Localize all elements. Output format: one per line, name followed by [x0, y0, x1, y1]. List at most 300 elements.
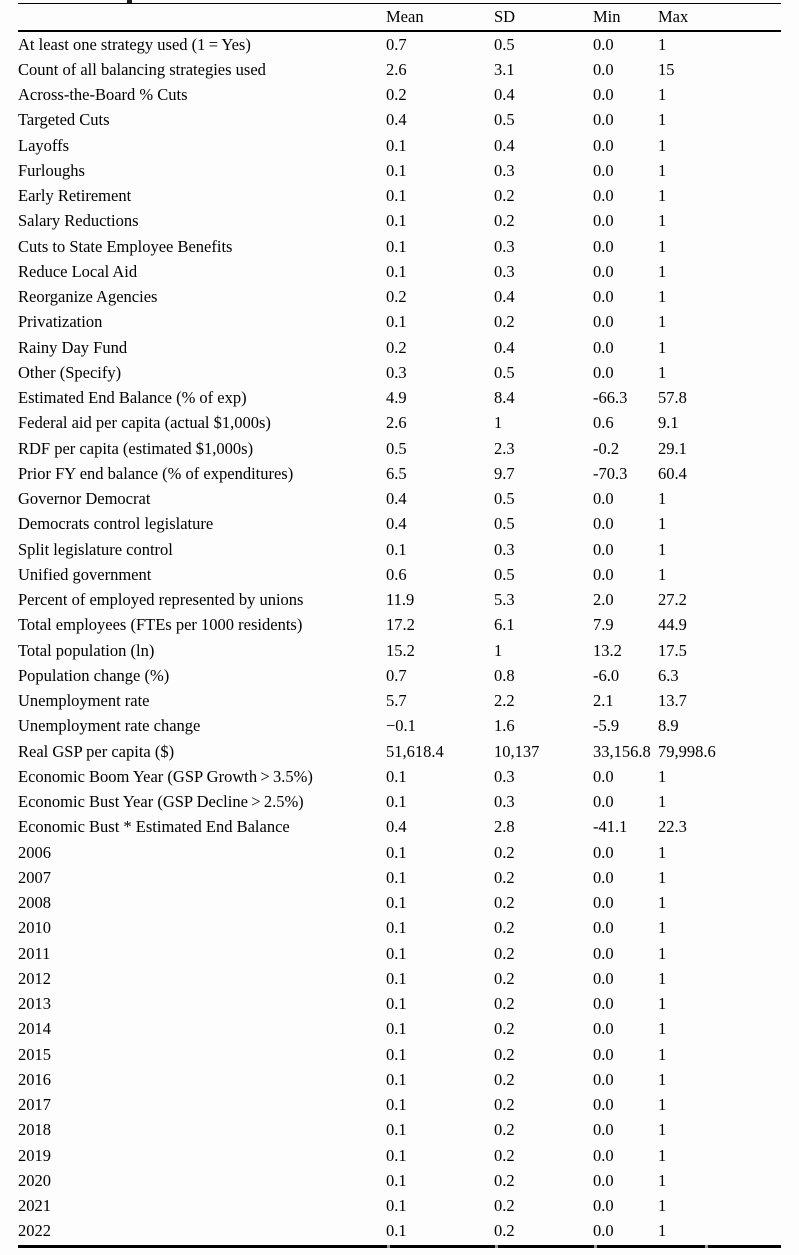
table-row: [18, 108, 781, 133]
cell-mean: 0.4: [386, 489, 407, 509]
cell-mean: 0.1: [386, 539, 407, 559]
cell-max: 1: [658, 1145, 667, 1165]
cell-max: 1: [658, 514, 667, 534]
cell-max: 1: [658, 842, 667, 862]
cell-variable: Salary Reductions: [18, 211, 139, 231]
cell-min: -5.9: [593, 716, 620, 736]
table-row: [18, 234, 781, 259]
cell-max: 1: [658, 994, 667, 1014]
cell-mean: 0.2: [386, 287, 407, 307]
cell-max: 1: [658, 867, 667, 887]
cell-mean: 0.1: [386, 1095, 407, 1115]
cell-sd: 0.2: [494, 1019, 515, 1039]
cell-sd: 0.3: [494, 236, 515, 256]
cell-min: 0.0: [593, 211, 614, 231]
cell-mean: 0.1: [386, 135, 407, 155]
cell-sd: 0.2: [494, 1120, 515, 1140]
cell-min: 0.0: [593, 186, 614, 206]
cell-mean: 0.1: [386, 261, 407, 281]
cell-variable: RDF per capita (estimated $1,000s): [18, 438, 254, 458]
summary-statistics-table: [18, 3, 781, 1244]
table-row: [18, 790, 781, 815]
cell-variable: Split legislature control: [18, 539, 173, 559]
cell-max: 1: [658, 186, 667, 206]
table-row: [18, 1219, 781, 1244]
cell-mean: 51,618.4: [386, 741, 444, 761]
cell-sd: 8.4: [494, 388, 515, 408]
cell-min: 0.0: [593, 867, 614, 887]
cell-mean: 17.2: [386, 615, 415, 635]
cell-mean: 0.1: [386, 312, 407, 332]
table-row: [18, 714, 781, 739]
cell-max: 1: [658, 1170, 667, 1190]
table-row: [18, 386, 781, 411]
table-row: [18, 815, 781, 840]
rule-notch: [495, 1245, 498, 1248]
cell-sd: 0.2: [494, 893, 515, 913]
cell-max: 1: [658, 287, 667, 307]
cell-mean: 0.1: [386, 211, 407, 231]
cell-max: 1: [658, 312, 667, 332]
cell-variable: Total population (ln): [18, 640, 155, 660]
cell-min: 0.0: [593, 766, 614, 786]
cell-sd: 9.7: [494, 463, 515, 483]
cell-mean: 0.1: [386, 236, 407, 256]
cell-sd: 0.2: [494, 1069, 515, 1089]
cell-mean: 2.6: [386, 413, 407, 433]
col-header-max: Max: [658, 4, 781, 32]
cell-min: -70.3: [593, 463, 628, 483]
cell-variable: Targeted Cuts: [18, 110, 110, 130]
col-header-min: Min: [593, 4, 658, 32]
cell-mean: 0.1: [386, 943, 407, 963]
cell-min: -41.1: [593, 817, 628, 837]
cell-variable: 2010: [18, 918, 51, 938]
cell-sd: 0.2: [494, 1221, 515, 1241]
table-body: [18, 31, 781, 1244]
cell-max: 1: [658, 792, 667, 812]
cell-sd: 6.1: [494, 615, 515, 635]
cell-min: 0.0: [593, 893, 614, 913]
table-row: [18, 487, 781, 512]
cell-max: 8.9: [658, 716, 679, 736]
cell-max: 1: [658, 893, 667, 913]
cell-variable: Count of all balancing strategies used: [18, 59, 266, 79]
cell-sd: 0.5: [494, 514, 515, 534]
cell-mean: 0.5: [386, 438, 407, 458]
cell-mean: 0.1: [386, 1196, 407, 1216]
cell-mean: 0.1: [386, 1170, 407, 1190]
cell-mean: 2.6: [386, 59, 407, 79]
cell-mean: 6.5: [386, 463, 407, 483]
cell-max: 1: [658, 564, 667, 584]
cell-sd: 0.3: [494, 792, 515, 812]
cell-max: 1: [658, 968, 667, 988]
cell-sd: 0.2: [494, 312, 515, 332]
cell-max: 1: [658, 1120, 667, 1140]
table-row: [18, 31, 781, 57]
col-header-sd: SD: [494, 4, 593, 32]
cell-max: 27.2: [658, 590, 687, 610]
table-row: [18, 941, 781, 966]
cell-sd: 0.2: [494, 994, 515, 1014]
cell-sd: 3.1: [494, 59, 515, 79]
cell-variable: Unemployment rate: [18, 691, 150, 711]
cell-sd: 10,137: [494, 741, 540, 761]
cell-sd: 0.2: [494, 1095, 515, 1115]
cell-max: 57.8: [658, 388, 687, 408]
cell-min: 0.0: [593, 1044, 614, 1064]
cell-sd: 0.5: [494, 362, 515, 382]
cell-mean: 0.1: [386, 893, 407, 913]
cell-variable: Unemployment rate change: [18, 716, 201, 736]
cell-variable: 2016: [18, 1069, 51, 1089]
cell-mean: 15.2: [386, 640, 415, 660]
cell-min: 0.0: [593, 236, 614, 256]
cell-variable: Economic Bust * Estimated End Balance: [18, 817, 290, 837]
table-row: [18, 764, 781, 789]
cell-max: 1: [658, 110, 667, 130]
cell-sd: 1: [494, 413, 503, 433]
cell-variable: Prior FY end balance (% of expenditures): [18, 463, 294, 483]
cell-sd: 0.2: [494, 1196, 515, 1216]
table-row: [18, 285, 781, 310]
cell-max: 1: [658, 489, 667, 509]
cell-max: 1: [658, 1196, 667, 1216]
cell-max: 6.3: [658, 665, 679, 685]
cell-max: 1: [658, 160, 667, 180]
cell-mean: 0.7: [386, 34, 407, 54]
cell-sd: 0.3: [494, 160, 515, 180]
cell-sd: 0.2: [494, 211, 515, 231]
cell-min: 0.0: [593, 514, 614, 534]
table-bottom-rule: [18, 1245, 781, 1248]
table-row: [18, 689, 781, 714]
cell-variable: 2019: [18, 1145, 51, 1165]
table-row: [18, 638, 781, 663]
table-row: [18, 184, 781, 209]
cell-max: 1: [658, 539, 667, 559]
cell-min: 0.0: [593, 1069, 614, 1089]
cell-min: 0.0: [593, 110, 614, 130]
cell-variable: 2011: [18, 943, 51, 963]
cell-mean: 5.7: [386, 691, 407, 711]
cell-max: 15: [658, 59, 675, 79]
table-row: [18, 436, 781, 461]
cell-sd: 1.6: [494, 716, 515, 736]
cell-mean: 0.1: [386, 766, 407, 786]
rule-notch: [594, 1245, 597, 1248]
cell-min: 0.0: [593, 489, 614, 509]
cell-mean: 0.1: [386, 994, 407, 1014]
cell-variable: Democrats control legislature: [18, 514, 214, 534]
table-row: [18, 1093, 781, 1118]
cell-min: 0.0: [593, 968, 614, 988]
cell-min: 0.0: [593, 943, 614, 963]
cell-max: 1: [658, 1019, 667, 1039]
cell-variable: Early Retirement: [18, 186, 132, 206]
table-row: [18, 259, 781, 284]
cell-sd: 2.2: [494, 691, 515, 711]
table-row: [18, 865, 781, 890]
cell-variable: 2021: [18, 1196, 51, 1216]
cell-mean: 0.1: [386, 186, 407, 206]
cell-min: -0.2: [593, 438, 620, 458]
cell-min: 33,156.8: [593, 741, 651, 761]
table-row: [18, 1118, 781, 1143]
cell-min: 0.0: [593, 1019, 614, 1039]
col-header-variable: [18, 4, 386, 32]
cell-min: 0.0: [593, 1145, 614, 1165]
cell-sd: 0.3: [494, 261, 515, 281]
cell-variable: Total employees (FTEs per 1000 residents): [18, 615, 303, 635]
cell-sd: 0.2: [494, 943, 515, 963]
cell-sd: 0.2: [494, 842, 515, 862]
cell-variable: Federal aid per capita (actual $1,000s): [18, 413, 271, 433]
table-row: [18, 512, 781, 537]
cell-sd: 0.4: [494, 85, 515, 105]
cell-mean: 0.1: [386, 160, 407, 180]
cell-variable: Unified government: [18, 564, 152, 584]
cell-mean: 0.1: [386, 968, 407, 988]
cell-min: 0.0: [593, 362, 614, 382]
cell-max: 22.3: [658, 817, 687, 837]
cell-variable: 2018: [18, 1120, 51, 1140]
cell-max: 44.9: [658, 615, 687, 635]
cell-mean: 0.2: [386, 85, 407, 105]
col-header-mean: Mean: [386, 4, 494, 32]
cell-max: 1: [658, 261, 667, 281]
cell-min: 2.1: [593, 691, 614, 711]
cell-sd: 2.3: [494, 438, 515, 458]
cell-min: 0.0: [593, 1196, 614, 1216]
table-row: [18, 83, 781, 108]
cell-variable: Economic Bust Year (GSP Decline > 2.5%): [18, 792, 304, 812]
cell-min: 2.0: [593, 590, 614, 610]
cell-min: 0.0: [593, 287, 614, 307]
cell-variable: Layoffs: [18, 135, 70, 155]
cell-variable: Percent of employed represented by unions: [18, 590, 304, 610]
cell-mean: 0.1: [386, 1069, 407, 1089]
cell-min: 0.0: [593, 312, 614, 332]
cell-sd: 0.5: [494, 489, 515, 509]
cell-variable: Economic Boom Year (GSP Growth > 3.5%): [18, 766, 313, 786]
cell-mean: 0.1: [386, 1019, 407, 1039]
table-header: [18, 4, 781, 32]
cell-min: 0.0: [593, 1221, 614, 1241]
cell-variable: 2013: [18, 994, 51, 1014]
table-row: [18, 966, 781, 991]
cell-min: 0.0: [593, 1170, 614, 1190]
cell-sd: 0.5: [494, 34, 515, 54]
cell-max: 9.1: [658, 413, 679, 433]
cell-sd: 0.2: [494, 1145, 515, 1165]
cell-max: 1: [658, 766, 667, 786]
cell-min: 0.0: [593, 539, 614, 559]
cell-mean: 4.9: [386, 388, 407, 408]
cell-variable: Furloughs: [18, 160, 85, 180]
rule-notch: [705, 1245, 708, 1248]
table-row: [18, 1017, 781, 1042]
table-row: [18, 1194, 781, 1219]
table-row: [18, 1042, 781, 1067]
cell-sd: 0.2: [494, 867, 515, 887]
cell-variable: Reorganize Agencies: [18, 287, 158, 307]
cell-max: 60.4: [658, 463, 687, 483]
cell-min: 0.0: [593, 261, 614, 281]
cell-variable: At least one strategy used (1 = Yes): [18, 34, 251, 54]
cell-min: 0.0: [593, 34, 614, 54]
cell-sd: 0.4: [494, 337, 515, 357]
cell-sd: 5.3: [494, 590, 515, 610]
cell-variable: Rainy Day Fund: [18, 337, 128, 357]
table-row: [18, 1067, 781, 1092]
cell-sd: 0.5: [494, 110, 515, 130]
cell-sd: 0.2: [494, 186, 515, 206]
cell-variable: 2020: [18, 1170, 51, 1190]
cell-variable: Population change (%): [18, 665, 170, 685]
cell-variable: Cuts to State Employee Benefits: [18, 236, 233, 256]
table-row: [18, 133, 781, 158]
cell-sd: 1: [494, 640, 503, 660]
cell-max: 79,998.6: [658, 741, 716, 761]
cell-max: 1: [658, 236, 667, 256]
table-row: [18, 916, 781, 941]
cell-variable: 2008: [18, 893, 51, 913]
cell-sd: 0.2: [494, 1170, 515, 1190]
cell-mean: 0.1: [386, 918, 407, 938]
rule-notch: [387, 1245, 390, 1248]
cell-mean: 0.1: [386, 867, 407, 887]
cell-sd: 0.2: [494, 1044, 515, 1064]
cell-min: 0.0: [593, 1095, 614, 1115]
cell-variable: Privatization: [18, 312, 103, 332]
table-row: [18, 663, 781, 688]
cell-sd: 0.4: [494, 287, 515, 307]
table-row: [18, 158, 781, 183]
cell-max: 1: [658, 211, 667, 231]
cell-min: 0.0: [593, 337, 614, 357]
cell-max: 1: [658, 918, 667, 938]
table-row: [18, 891, 781, 916]
cell-min: 0.0: [593, 994, 614, 1014]
cell-mean: 0.2: [386, 337, 407, 357]
cell-variable: Real GSP per capita ($): [18, 741, 175, 761]
cell-mean: 0.1: [386, 1044, 407, 1064]
cell-sd: 0.3: [494, 539, 515, 559]
cell-min: 0.6: [593, 413, 614, 433]
table-row: [18, 411, 781, 436]
table-row: [18, 840, 781, 865]
cell-mean: 0.3: [386, 362, 407, 382]
table-row: [18, 588, 781, 613]
cell-mean: 0.4: [386, 110, 407, 130]
cell-sd: 0.2: [494, 968, 515, 988]
cell-max: 1: [658, 34, 667, 54]
table-row: [18, 992, 781, 1017]
cell-variable: 2022: [18, 1221, 51, 1241]
cell-min: 13.2: [593, 640, 622, 660]
cell-max: 1: [658, 362, 667, 382]
cell-mean: −0.1: [386, 716, 416, 736]
table-row: [18, 1143, 781, 1168]
cell-mean: 0.7: [386, 665, 407, 685]
table-row: [18, 209, 781, 234]
cell-variable: 2014: [18, 1019, 51, 1039]
cell-max: 13.7: [658, 691, 687, 711]
table-row: [18, 739, 781, 764]
cell-max: 1: [658, 1069, 667, 1089]
cell-min: -66.3: [593, 388, 628, 408]
table-row: [18, 537, 781, 562]
cell-max: 1: [658, 337, 667, 357]
cell-max: 29.1: [658, 438, 687, 458]
table-row: [18, 335, 781, 360]
cell-variable: 2015: [18, 1044, 51, 1064]
cell-min: 0.0: [593, 85, 614, 105]
cell-variable: 2006: [18, 842, 51, 862]
cell-sd: 0.3: [494, 766, 515, 786]
cell-variable: 2012: [18, 968, 51, 988]
header-row: [18, 4, 781, 32]
cell-max: 17.5: [658, 640, 687, 660]
cell-mean: 0.1: [386, 1120, 407, 1140]
table-row: [18, 461, 781, 486]
cell-mean: 0.1: [386, 792, 407, 812]
table-row: [18, 562, 781, 587]
cell-sd: 0.4: [494, 135, 515, 155]
cell-variable: Governor Democrat: [18, 489, 151, 509]
cell-min: 0.0: [593, 59, 614, 79]
cell-max: 1: [658, 1044, 667, 1064]
cell-sd: 0.5: [494, 564, 515, 584]
cell-mean: 0.1: [386, 842, 407, 862]
cell-min: 0.0: [593, 564, 614, 584]
cell-sd: 0.2: [494, 918, 515, 938]
cell-mean: 0.4: [386, 514, 407, 534]
table-row: [18, 613, 781, 638]
cell-min: 0.0: [593, 918, 614, 938]
cell-max: 1: [658, 943, 667, 963]
cell-mean: 0.1: [386, 1145, 407, 1165]
table-row: [18, 57, 781, 82]
cell-variable: Other (Specify): [18, 362, 122, 382]
cell-max: 1: [658, 85, 667, 105]
cell-mean: 0.4: [386, 817, 407, 837]
cell-mean: 0.1: [386, 1221, 407, 1241]
cell-min: 0.0: [593, 135, 614, 155]
cell-variable: 2017: [18, 1095, 51, 1115]
cell-max: 1: [658, 1221, 667, 1241]
cell-min: 7.9: [593, 615, 614, 635]
table-row: [18, 310, 781, 335]
cell-min: 0.0: [593, 160, 614, 180]
cell-variable: Reduce Local Aid: [18, 261, 138, 281]
cell-mean: 0.6: [386, 564, 407, 584]
cell-sd: 0.8: [494, 665, 515, 685]
cell-mean: 11.9: [386, 590, 415, 610]
cell-min: 0.0: [593, 1120, 614, 1140]
cell-max: 1: [658, 135, 667, 155]
table-row: [18, 1168, 781, 1193]
cell-variable: Estimated End Balance (% of exp): [18, 388, 247, 408]
cell-max: 1: [658, 1095, 667, 1115]
cell-sd: 2.8: [494, 817, 515, 837]
cell-variable: 2007: [18, 867, 51, 887]
cell-min: 0.0: [593, 842, 614, 862]
cell-min: 0.0: [593, 792, 614, 812]
cell-min: -6.0: [593, 665, 620, 685]
